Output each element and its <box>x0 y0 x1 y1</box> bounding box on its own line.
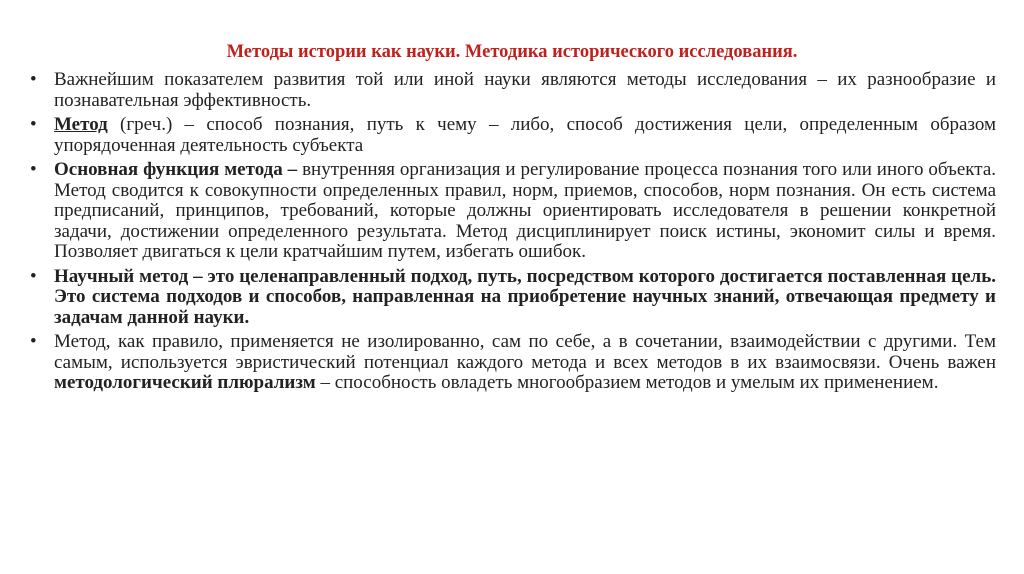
bullet-text: – способность овладеть многообразием методов и умелым их применением. <box>315 372 939 393</box>
bullet-item-3 <box>30 160 996 263</box>
bullet-text: Метод, как правило, применяется не изолированно, сам по себе, а в сочетании, взаимодействии с другими. Тем самым, используется эвристический потенциал каждого метода и всех методов в их взаимосвязи. Очень важен <box>54 331 996 373</box>
bullet-term: методологический плюрализм <box>54 372 316 393</box>
slide-title: Методы истории как науки. Методика исторического исследования. <box>226 42 798 62</box>
bullet-text: (греч.) – способ познания, путь к чему – либо, способ достижения цели, определенным образом упорядоченная деятельность субъекта <box>54 114 996 156</box>
bullet-item-1 <box>30 70 996 111</box>
bullet-item-5 <box>30 332 996 394</box>
bullet-item-2 <box>30 115 996 156</box>
bullet-icon: • <box>30 265 37 287</box>
bullet-text: Важнейшим показателем развития той или иной науки являются методы исследования – их разнообразие и познавательная эффективность. <box>54 69 996 111</box>
bullet-icon: • <box>30 331 37 352</box>
bullet-list <box>30 70 996 398</box>
bullet-term: Метод <box>54 114 108 135</box>
bullet-icon: • <box>30 159 37 180</box>
bullet-item-4 <box>30 267 996 329</box>
bullet-text: внутренняя организация и регулирование процесса познания того или иного объекта. Метод сводится к совокупности определенных правил, норм, приемов, способов, норм познания. Он есть система предписаний, принципов, требований, которые должны ориентировать исследователя в решении конкретной задачи, достижении определенного результата. Метод дисциплинирует поиск истины, экономит силы и время. Позволяет двигаться к цели кратчайшим путем, избегать ошибок. <box>54 159 997 262</box>
bullet-icon: • <box>30 69 37 90</box>
bullet-text-bold: Научный метод – это целенаправленный подход, путь, посредством которого достигается поставленная цель. Это система подходов и способов, направленная на приобретение научных знаний, отвечающая предмету и задачам данной науки. <box>54 265 996 328</box>
bullet-icon: • <box>30 114 37 135</box>
bullet-term: Основная функция метода – <box>54 159 298 180</box>
